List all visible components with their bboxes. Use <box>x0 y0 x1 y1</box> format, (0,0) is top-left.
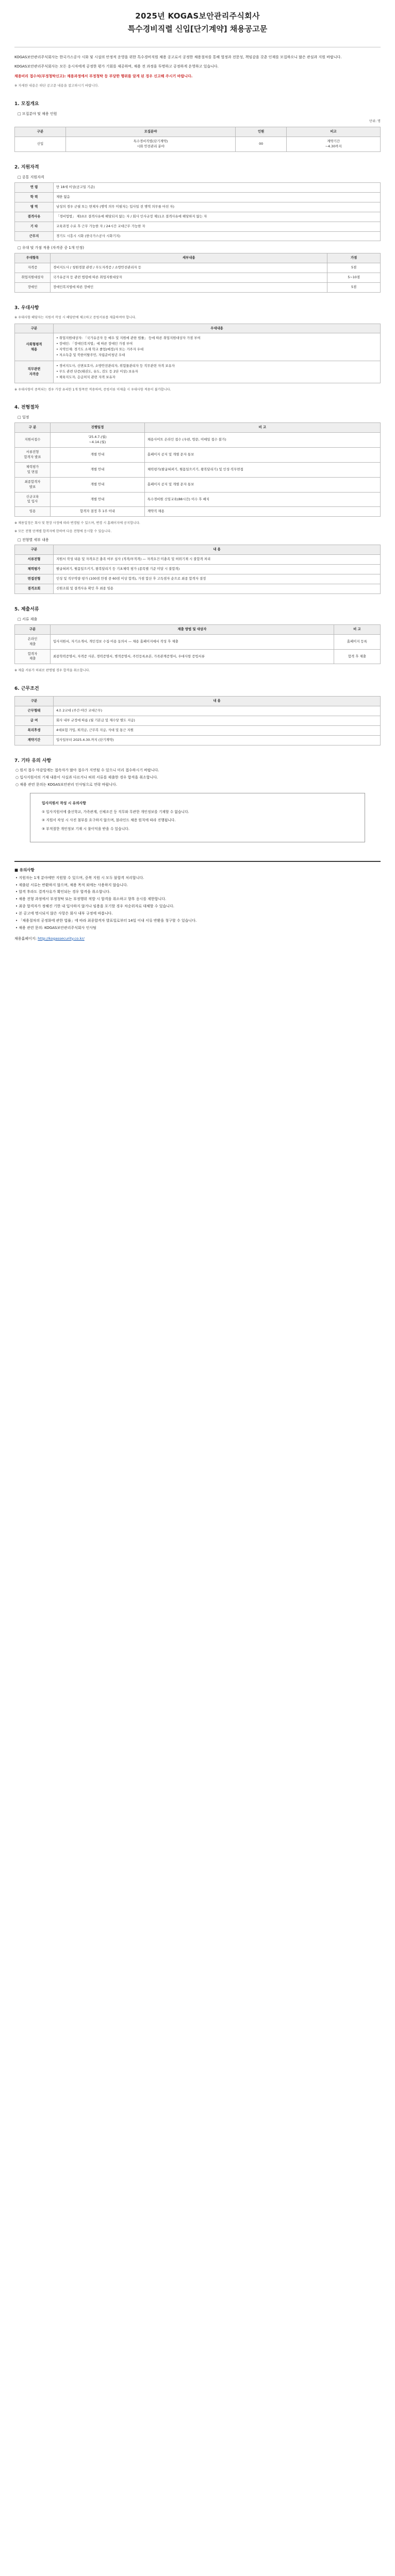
section7-item: ○ 채용 관련 문의는 KOGAS보안관리 인사팀으로 연락 바랍니다. <box>15 783 118 787</box>
info-box-p2: ② 지원서 작성 시 사진 첨부를 요구하지 않으며, 블라인드 채용 원칙에 따라 진행됩니다. <box>42 818 176 823</box>
conditions-row <box>15 716 381 725</box>
table-header: 진행일정 <box>51 423 145 433</box>
bonus-item: 자격증 <box>15 263 51 273</box>
schedule-note: 계약직 채용 <box>144 507 380 517</box>
notice-item: • 채용 관련 문의: KOGAS보안관리주식회사 인사팀 <box>15 925 96 930</box>
schedule-note: 체력평가(팔굽혀펴기, 윗몸일으키기, 왕복달리기) 및 인성·직무면접 <box>144 462 380 477</box>
intro-section <box>14 55 381 89</box>
table-header: 세부내용 <box>51 253 327 263</box>
stage-row <box>15 584 381 594</box>
section1-unit: 단위: 명 <box>369 119 381 123</box>
info-box-title: 입사지원서 작성 시 유의사항 <box>42 801 86 806</box>
schedule-row <box>15 477 381 492</box>
section4-title: 4. 전형절차 <box>14 405 39 411</box>
notice-item: • 본 공고에 명시되지 않은 사항은 회사 내부 규정에 따릅니다. <box>15 911 113 916</box>
preference-row <box>15 333 381 361</box>
conditions-label: 복리후생 <box>15 725 54 735</box>
bonus-detail: 국가유공자 등 관련 법령에 따른 취업지원대상자 <box>51 273 327 283</box>
section7-item: ○ 원서 접수 마감일에는 접속자가 많아 접수가 지연될 수 있으니 미리 접수하시기 바랍니다. <box>15 768 159 773</box>
section5-title: 5. 제출서류 <box>14 607 39 612</box>
schedule-row <box>15 462 381 477</box>
schedule-stage: 최종합격자 발표 <box>15 477 51 492</box>
section2-sub2: □ 우대 및 가점 적용 (자격증 중 1개 인정) <box>18 246 84 250</box>
info-box-p1: ① 입사지원서에 출신학교, 가족관계, 신체조건 등 직무와 무관한 개인정보를 기재할 수 없습니다. <box>42 809 189 814</box>
stage-table <box>14 545 381 594</box>
schedule-note: 홈페이지 공지 및 개별 문자 통보 <box>144 448 380 463</box>
stage-label: 면접전형 <box>15 574 54 584</box>
qualification-row <box>15 231 381 241</box>
recruit-table <box>14 127 381 152</box>
schedule-stage: 지원서접수 <box>15 433 51 448</box>
preference-label: 직무관련 자격증 <box>15 361 54 383</box>
notice-item: • 채용 전형 과정에서 부정청탁 또는 부정행위 적발 시 합격을 취소하고 향후 응시를 제한합니다. <box>15 897 167 902</box>
section2-title: 2. 지원자격 <box>14 165 39 171</box>
table-header: 구 분 <box>15 423 51 433</box>
qualification-row <box>15 212 381 222</box>
table-header: 인원 <box>236 127 287 137</box>
qualification-label: 근무지 <box>15 231 54 241</box>
qualification-label: 결격사유 <box>15 212 54 222</box>
qualification-label: 병 역 <box>15 202 54 212</box>
qualification-label: 연 령 <box>15 182 54 192</box>
table-header: 내 용 <box>54 696 381 706</box>
preference-item: • 체육지도자, 응급처치 관련 자격 보유자 <box>56 375 116 379</box>
schedule-row <box>15 448 381 463</box>
preference-table <box>14 324 381 383</box>
schedule-table <box>14 422 381 517</box>
title-block <box>14 9 381 43</box>
stage-row <box>15 555 381 565</box>
conditions-table <box>14 696 381 745</box>
qualification-row <box>15 222 381 231</box>
table-header: 내 용 <box>54 545 381 555</box>
qualification-row <box>15 182 381 192</box>
table-header: 우대내용 <box>54 324 381 333</box>
documents-row <box>15 649 381 664</box>
table-header: 구분 <box>15 127 66 137</box>
conditions-label: 급 여 <box>15 716 54 725</box>
documents-table <box>14 624 381 665</box>
table-cell: 신입 <box>15 137 66 152</box>
section3-title: 3. 우대사항 <box>14 305 39 311</box>
schedule-row <box>15 507 381 517</box>
qualification-label: 학 력 <box>15 192 54 202</box>
conditions-value: 회사 내부 규정에 따름 (월 기본급 및 제수당 별도 지급) <box>54 716 381 725</box>
preference-row <box>15 361 381 383</box>
qualification-value: 교육과정 수료 후 근무 가능한 자 / 24시간 교대근무 가능한 자 <box>54 222 381 231</box>
notices-heading: ■ 유의사항 <box>14 868 35 873</box>
schedule-date: '25.4.7.(월) ~4.14.(월) <box>51 433 145 448</box>
notice-item: • 최종 합격자가 정해진 기한 내 입사하지 않거나 임용을 포기할 경우 차순위자로 대체할 수 있습니다. <box>15 904 174 909</box>
bonus-points: 5~10점 <box>327 273 381 283</box>
schedule-date: 개별 안내 <box>51 477 145 492</box>
preference-label: 사회형평적 채용 <box>15 333 54 361</box>
bonus-item: 취업지원대상자 <box>15 273 51 283</box>
stage-text: 지원서 작성 내용 및 자격요건 충족 여부 심사 (적격/부적격) — 자격요건 미충족 및 허위기재 시 불합격 처리 <box>54 555 381 565</box>
section3-footnote: ※ 우대사항이 중복되는 경우 가장 유리한 1개 항목만 적용하며, 증빙서류 미제출 시 우대사항 적용이 불가합니다. <box>14 387 171 392</box>
section4-note2: ※ 모든 전형 단계별 합격자에 한하여 다음 전형에 응시할 수 있습니다. <box>14 529 112 533</box>
qualification-row <box>15 192 381 202</box>
documents-type: 합격자 제출 <box>15 649 51 664</box>
conditions-value: 4대보험 가입, 퇴직금, 근무복 지급, 식대 및 통근 지원 <box>54 725 381 735</box>
preference-item: • 경비지도사, 신변보호사, 소방안전관리자, 위험물관리자 등 직무관련 자격 보유자 <box>56 364 175 368</box>
table-header: 구분 <box>15 324 54 333</box>
site-line <box>14 936 381 942</box>
notice-item: • 「채용절차의 공정화에 관한 법률」에 따라 최종합격자 발표일로부터 14일 이내 서류 반환을 청구할 수 있습니다. <box>15 918 197 923</box>
info-box-p3: ③ 부적절한 개인정보 기재 시 불이익을 받을 수 있습니다. <box>42 826 129 831</box>
qualification-value: 「경비업법」 제10조 결격사유에 해당되지 않는 자 / 회사 인사규정 제11조 결격사유에 해당하지 않는 자 <box>54 212 381 222</box>
notice-item: • 합격 후라도 결격사유가 확인되는 경우 합격을 취소합니다. <box>15 890 111 894</box>
bonus-table <box>14 253 381 293</box>
page-title-line2: 특수경비직렬 신입[단기계약] 채용공고문 <box>127 24 268 34</box>
conditions-row <box>15 706 381 716</box>
section6-title: 6. 근무조건 <box>14 686 39 691</box>
bonus-row <box>15 273 381 283</box>
stage-row <box>15 565 381 574</box>
notice-divider <box>14 861 381 862</box>
conditions-label: 계약기간 <box>15 735 54 745</box>
section1-title: 1. 모집개요 <box>14 101 39 107</box>
table-header: 구분 <box>15 696 54 706</box>
section7-item: ○ 입사지원서의 기재 내용이 사실과 다르거나 허위 서류를 제출한 경우 합격을 취소합니다. <box>15 775 158 780</box>
table-header: 제출 방법 및 대상자 <box>51 624 334 634</box>
bonus-detail: 경비지도사 / 청원경찰 관련 / 무도자격증 / 소방안전관리자 등 <box>51 263 327 273</box>
schedule-note: 홈페이지 공지 및 개별 문자 통보 <box>144 477 380 492</box>
site-link[interactable]: http://kogassecurity.co.kr/ <box>38 936 85 941</box>
schedule-stage: 서류전형 합격자 발표 <box>15 448 51 463</box>
notice-page <box>14 0 381 962</box>
table-header: 비고 <box>287 127 381 137</box>
documents-note: 홈페이지 등록 <box>334 634 380 649</box>
preference-item: • 무도 관련 단증(태권도, 유도, 검도 등 2단 이상) 보유자 <box>56 369 138 374</box>
table-cell: 00 <box>236 137 287 152</box>
schedule-note: 채용사이트 온라인 접수 (우편, 방문, 이메일 접수 불가) <box>144 433 380 448</box>
section5-note: ※ 제출 서류가 허위로 판명될 경우 합격을 취소합니다. <box>14 669 90 673</box>
section3-note: ※ 우대사항 해당자는 지원서 작성 시 해당란에 체크하고 증빙서류를 제출하여야 합니다. <box>14 315 137 319</box>
qualification-value: 경기도 시흥시 시화 (한국가스공사 시화기지) <box>54 231 381 241</box>
preference-item: • 지역인재: 경기도 소재 학교 졸업(예정)자 또는 거주자 우대 <box>56 347 144 352</box>
conditions-row <box>15 735 381 745</box>
qualification-value: 만 18세 이상(공고일 기준) <box>54 182 381 192</box>
stage-label: 결격조회 <box>15 584 54 594</box>
documents-note: 합격 후 제출 <box>334 649 380 664</box>
stage-label: 체력평가 <box>15 565 54 574</box>
table-cell: 특수경비직렬(단기계약) 시화 안전관리 분야 <box>65 137 235 152</box>
schedule-stage: 신규교육 및 입사 <box>15 492 51 507</box>
application-info-box <box>30 793 365 842</box>
preference-item: • 저소득층 및 북한이탈주민, 자립준비청년 우대 <box>56 353 125 358</box>
bonus-row <box>15 283 381 293</box>
schedule-date: 개별 안내 <box>51 462 145 477</box>
preference-item: • 취업지원대상자: 「국가유공자 등 예우 및 지원에 관한 법률」 등에 따른 취업지원대상자 가점 부여 <box>56 336 201 341</box>
qualification-row <box>15 202 381 212</box>
stage-text: 인성 및 직무역량 평가 (100점 만점 중 60점 이상 합격), 가점 합산 후 고득점자 순으로 최종 합격자 결정 <box>54 574 381 584</box>
documents-detail: 최종학력증명서, 자격증 사본, 경력증명서, 병적증명서, 주민등록초본, 가족관계증명서, 우대사항 증빙서류 <box>51 649 334 664</box>
bonus-points: 5점 <box>327 263 381 273</box>
notice-item: • 제출된 서류는 반환하지 않으며, 채용 목적 외에는 사용하지 않습니다. <box>15 883 128 887</box>
qualification-value: 남성의 경우 군필 또는 면제자 (병역 의무 미필자는 입사일 전 병역 의무를 마친 자) <box>54 202 381 212</box>
bonus-detail: 장애인복지법에 따른 장애인 <box>51 283 327 293</box>
bonus-item: 장애인 <box>15 283 51 293</box>
notices-list <box>14 875 381 931</box>
intro-note: ※ 자세한 내용은 하단 공고문 내용을 참고하시기 바랍니다. <box>14 83 99 88</box>
stage-text: 팔굽혀펴기, 윗몸일으키기, 왕복달리기 등 기초체력 평가 (종목별 기준 미달 시 불합격) <box>54 565 381 574</box>
intro-para3: 채용비리 접수처(부정청탁신고): 채용과정에서 부정청탁 등 부당한 행위를 알게 된 경우 신고해 주시기 바랍니다. <box>14 74 193 79</box>
schedule-date: 개별 안내 <box>51 492 145 507</box>
stage-label: 서류전형 <box>15 555 54 565</box>
table-row <box>15 137 381 152</box>
schedule-stage: 임용 <box>15 507 51 517</box>
section7-list <box>14 768 381 788</box>
section4-sub1: □ 일정 <box>18 415 29 420</box>
schedule-note: 특수경비원 신임교육(88시간) 이수 후 배치 <box>144 492 380 507</box>
section4-sub2: □ 전형별 세부 내용 <box>18 537 49 542</box>
schedule-row <box>15 433 381 448</box>
qualification-value: 제한 없음 <box>54 192 381 202</box>
section5-sub: □ 서류 제출 <box>18 617 38 621</box>
documents-detail: 입사지원서, 자기소개서, 개인정보 수집·이용 동의서 — 채용 홈페이지에서 작성 후 제출 <box>51 634 334 649</box>
page-title-line1: 2025년 KOGAS보안관리주식회사 <box>135 11 260 21</box>
table-header: 구분 <box>15 545 54 555</box>
table-header: 비 고 <box>334 624 380 634</box>
section2-sub1: □ 공통 지원자격 <box>18 175 44 180</box>
section7-title: 7. 기타 유의 사항 <box>14 758 52 764</box>
intro-para1: KOGAS보안관리주식회사는 한국가스공사 시화 및 시설의 안정적 운영을 위한 특수경비직원 채용 공고로서 공정한 채용절차를 통해 열정과 전문성, 책임감을 갖춘 인재를 모집하오니 많은 관심과 지원 바랍니다. <box>14 55 342 59</box>
stage-text: 신원조회 및 결격사유 확인 후 최종 임용 <box>54 584 381 594</box>
schedule-stage: 체력평가 및 면접 <box>15 462 51 477</box>
documents-row <box>15 634 381 649</box>
schedule-row <box>15 492 381 507</box>
table-cell: 계약기간 ~4.30까지 <box>287 137 381 152</box>
conditions-label: 근무형태 <box>15 706 54 716</box>
table-header: 모집분야 <box>65 127 235 137</box>
conditions-value: 입사일부터 2025.4.30.까지 (단기계약) <box>54 735 381 745</box>
table-header: 우대항목 <box>15 253 51 263</box>
schedule-date: 개별 안내 <box>51 448 145 463</box>
preference-item: • 장애인: 「장애인복지법」에 따른 장애인 가점 부여 <box>56 342 133 346</box>
section1-sub: □ 모집분야 및 채용 인원 <box>18 111 57 116</box>
section4-note1: ※ 채용일정은 회사 및 현장 사정에 따라 변경될 수 있으며, 변경 시 홈페이지에 공지합니다. <box>14 521 140 526</box>
conditions-row <box>15 725 381 735</box>
table-header: 가점 <box>327 253 381 263</box>
bonus-points: 5점 <box>327 283 381 293</box>
notices-section <box>14 867 381 941</box>
bonus-row <box>15 263 381 273</box>
preference-items <box>54 333 381 361</box>
qualification-label: 기 타 <box>15 222 54 231</box>
table-header: 구분 <box>15 624 51 634</box>
conditions-value: 4조 2교대 (주간·야간 교대근무) <box>54 706 381 716</box>
preference-items <box>54 361 381 383</box>
documents-type: 온라인 제출 <box>15 634 51 649</box>
schedule-date: 합격자 결정 후 1주 이내 <box>51 507 145 517</box>
site-label: 채용홈페이지: <box>14 936 38 941</box>
notice-item: • 지원자는 1개 분야에만 지원할 수 있으며, 중복 지원 시 모두 불합격 처리합니다. <box>15 875 144 880</box>
table-header: 비 고 <box>144 423 380 433</box>
stage-row <box>15 574 381 584</box>
qualification-table <box>14 182 381 242</box>
intro-para2: KOGAS보안관리주식회사는 모든 응시자에게 공정한 평가 기회를 제공하며, 채용 전 과정을 투명하고 공정하게 운영하고 있습니다. <box>14 64 219 69</box>
